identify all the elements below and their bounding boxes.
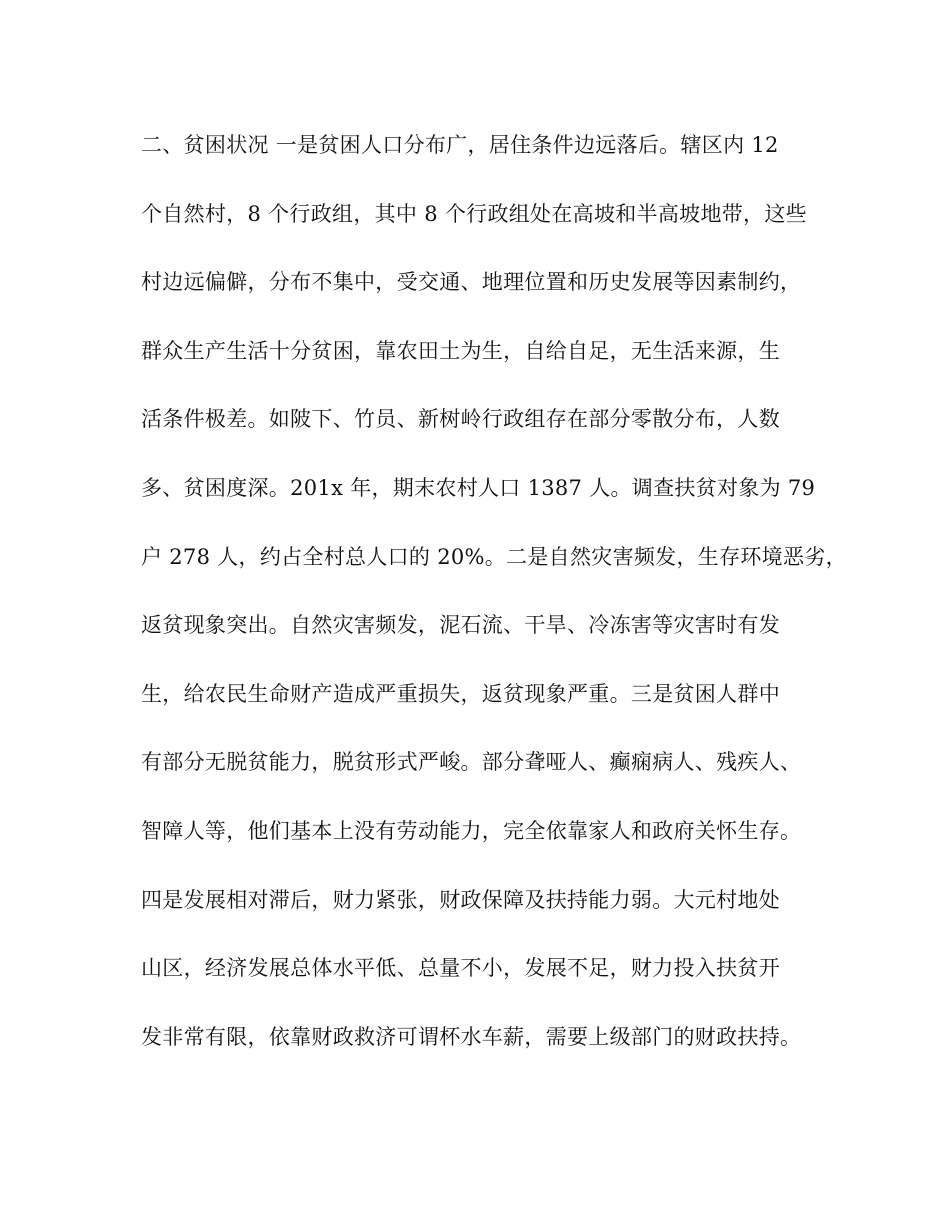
paragraph-line: 四是发展相对滞后，财力紧张，财政保障及扶持能力弱。大元村地处: [141, 887, 780, 912]
paragraph-line: 山区，经济发展总体水平低、总量不小，发展不足，财力投入扶贫开: [141, 956, 780, 981]
paragraph-line: 活条件极差。如陂下、竹员、新树岭行政组存在部分零散分布，人数: [141, 407, 780, 432]
paragraph-line: 多、贫困度深。201x 年，期末农村人口 1387 人。调查扶贫对象为 79: [141, 475, 816, 500]
paragraph-line: 二、贫困状况 一是贫困人口分布广，居住条件边远落后。辖区内 12: [141, 133, 779, 157]
paragraph-line: 智障人等，他们基本上没有劳动能力，完全依靠家人和政府关怀生存。: [141, 818, 802, 843]
paragraph-line: 生，给农民生命财产造成严重损失，返贫现象严重。三是贫困人群中: [141, 681, 780, 706]
paragraph-line: 发非常有限，依靠财政救济可谓杯水车薪，需要上级部门的财政扶持。: [141, 1024, 802, 1049]
paragraph-line: 户 278 人，约占全村总人口的 20%。二是自然灾害频发，生存环境恶劣，: [141, 544, 847, 569]
body-paragraph: [141, 123, 847, 1083]
paragraph-line: 个自然村，8 个行政组，其中 8 个行政组处在高坡和半高坡地带，这些: [141, 201, 807, 226]
paragraph-line: 有部分无脱贫能力，脱贫形式严峻。部分聋哑人、癫痫病人、残疾人、: [141, 750, 802, 775]
paragraph-line: 村边远偏僻，分布不集中，受交通、地理位置和历史发展等因素制约，: [141, 270, 802, 295]
paragraph-line: 群众生产生活十分贫困，靠农田土为生，自给自足，无生活来源，生: [141, 338, 780, 363]
paragraph-line: 返贫现象突出。自然灾害频发，泥石流、干旱、冷冻害等灾害时有发: [141, 613, 780, 638]
